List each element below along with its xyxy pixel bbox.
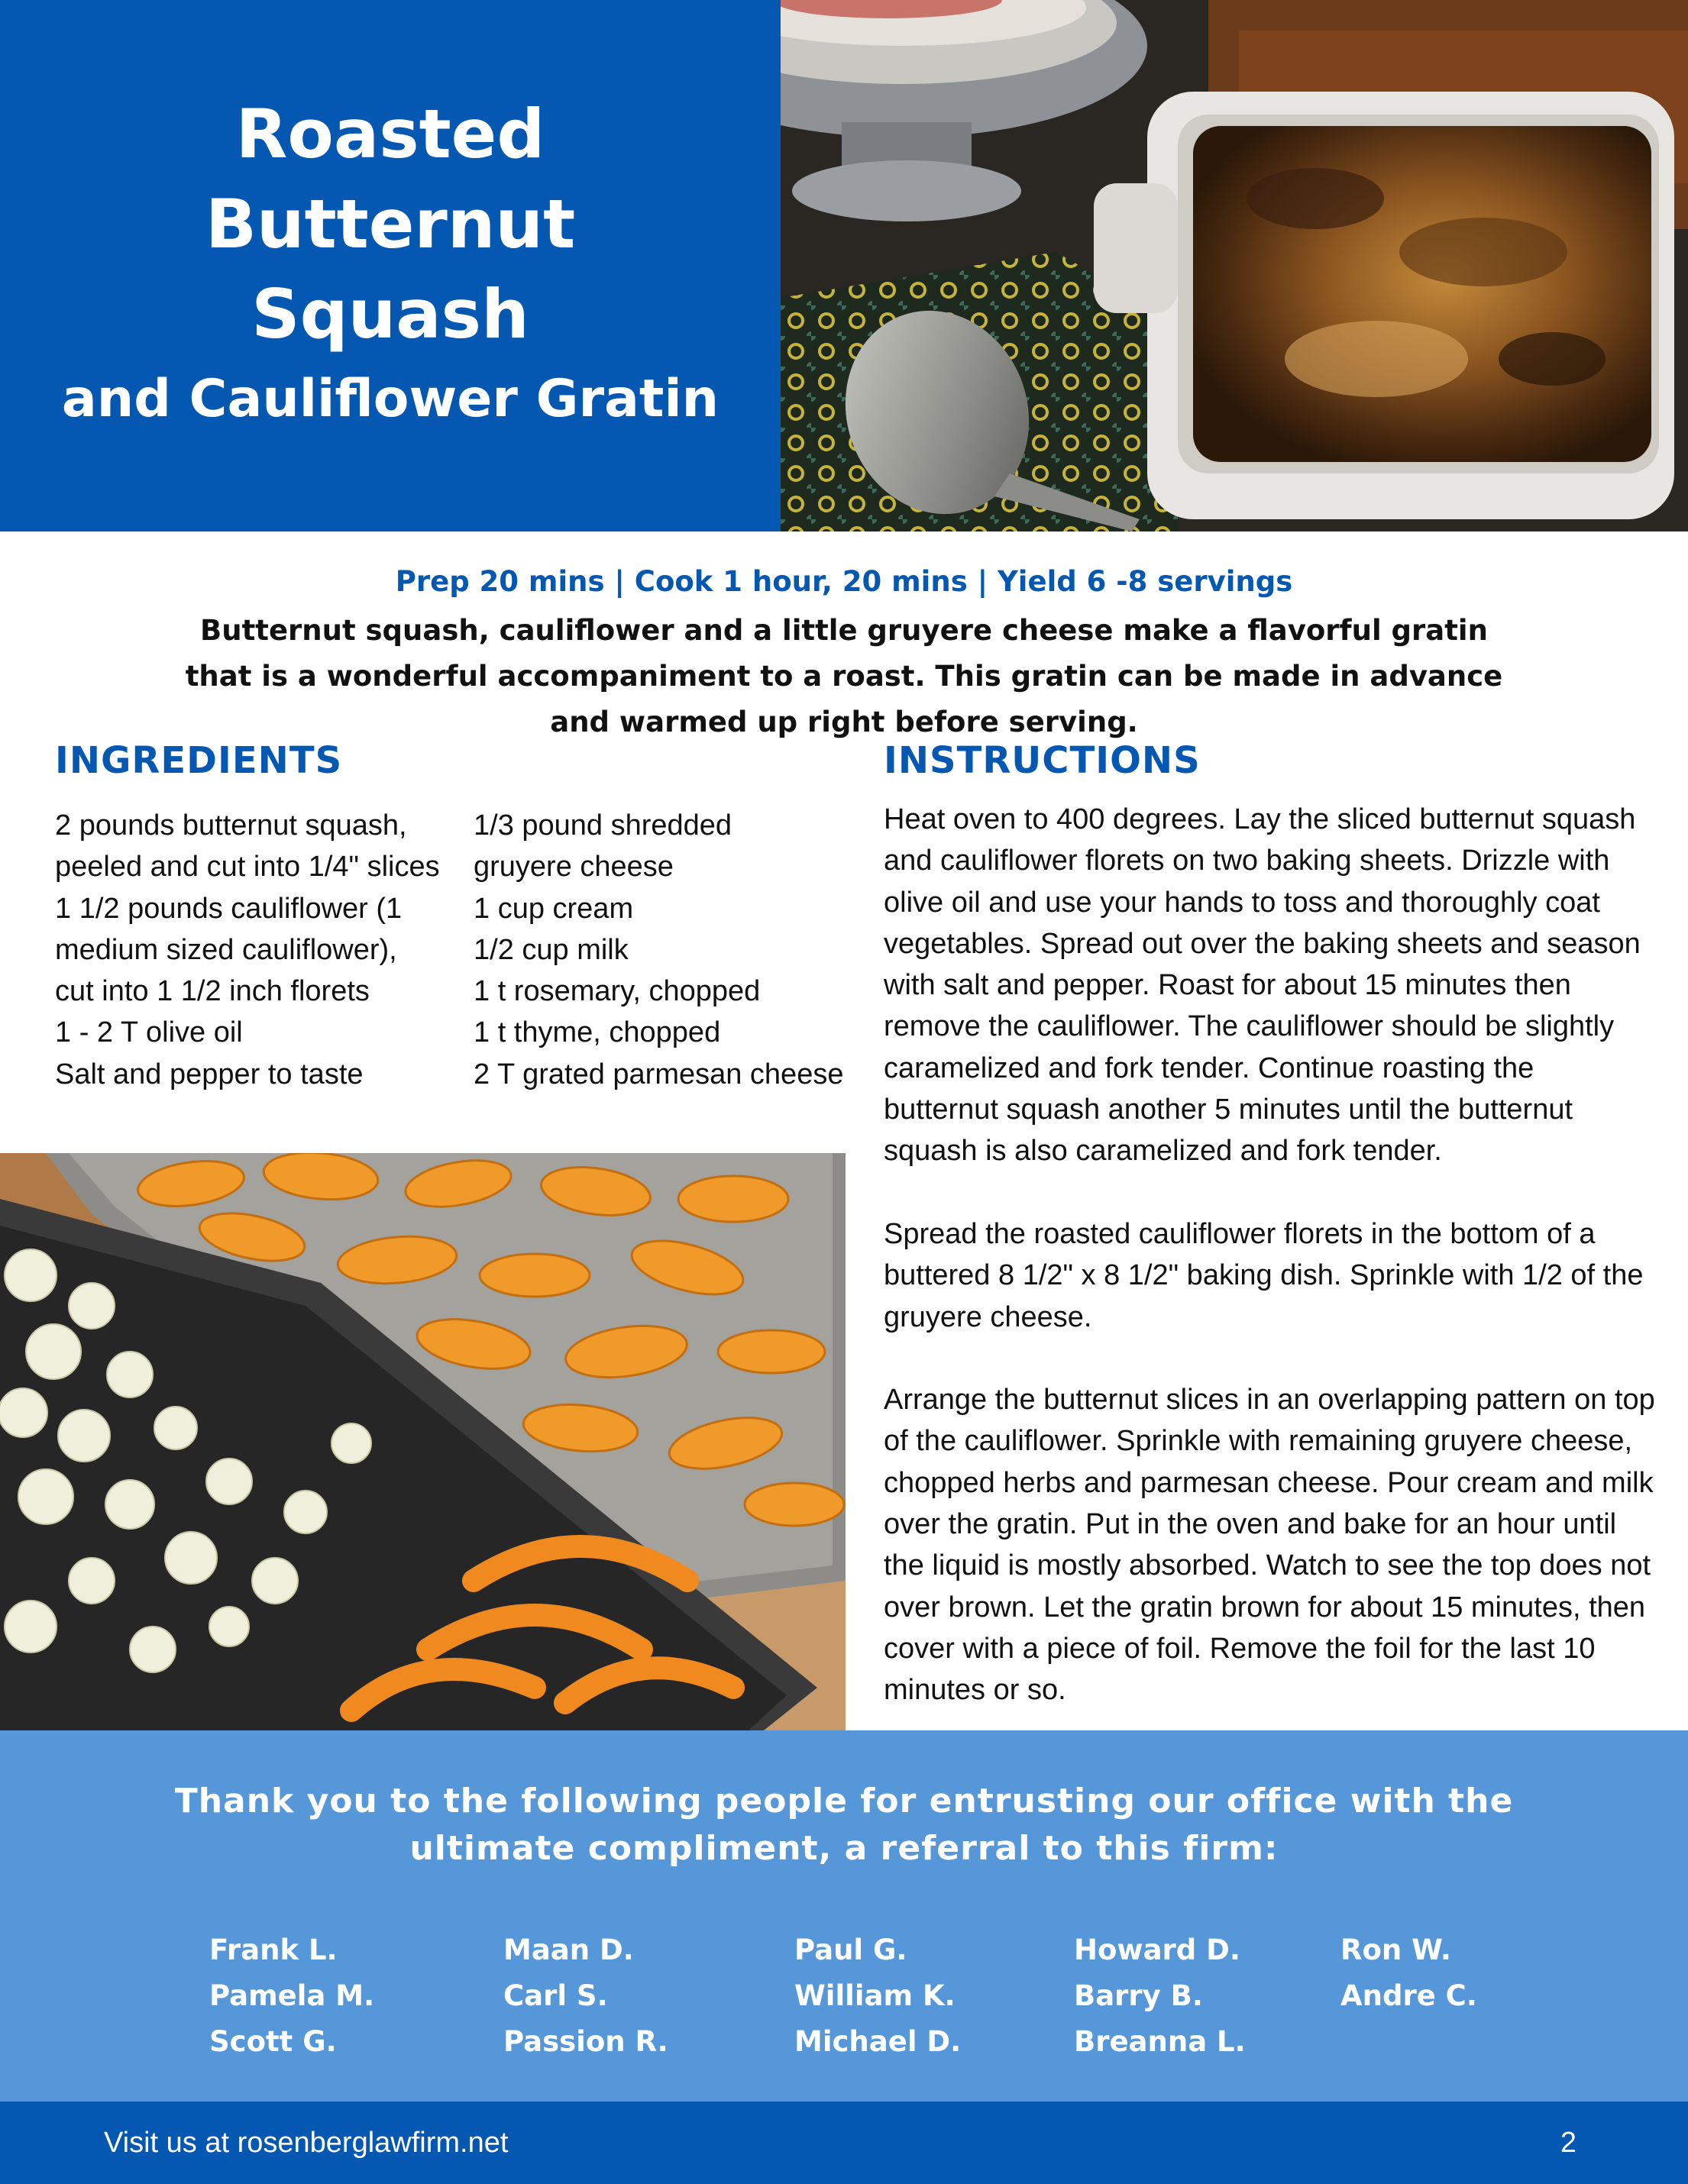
referral-names-col-1 <box>209 1927 374 2065</box>
roasting-tray-photo <box>0 1153 846 1730</box>
ingredient-line: cut into 1 1/2 inch florets <box>55 975 370 1008</box>
thanks-line: ultimate compliment, a referral to this firm: <box>409 1829 1279 1868</box>
footer-bar <box>0 2102 1688 2184</box>
ingredient-line: peeled and cut into 1/4" slices <box>55 851 440 884</box>
referral-name: Maan D. <box>503 1934 634 1966</box>
instruction-paragraph: Spread the roasted cauliflower florets in the bottom of a buttered 8 1/2" x 8 1/2" baking dish. Sprinkle with 1/2 of the gruyere cheese. <box>884 1217 1644 1333</box>
ingredient-line: Salt and pepper to taste <box>55 1058 364 1090</box>
ingredient-line: 1 cup cream <box>474 892 634 925</box>
ingredients-list-1 <box>55 805 440 1095</box>
thanks-line: Thank you to the following people for entrusting our office with the <box>174 1782 1514 1821</box>
referral-name: Andre C. <box>1340 1979 1477 2012</box>
instruction-paragraph: Arrange the butternut slices in an overlapping pattern on top of the cauliflower. Sprinkle with remaining gruyere cheese, chopped herbs and parmesan cheese. Pour cream and milk over the gratin. Put in the oven and bake for an hour until the liquid is mostly absorbed. Watch to see the top does not over brown. Let the gratin brown for about 15 minutes, then cover with a piece of foil. Remove the foil for the last 10 minutes or so. <box>884 1384 1655 1707</box>
referral-name: Scott G. <box>209 2025 337 2058</box>
thanks-heading <box>0 1778 1688 1872</box>
title-line: Roasted <box>235 95 545 173</box>
ingredient-line: 1/2 cup milk <box>474 933 629 966</box>
title-line: Butternut <box>205 185 576 263</box>
website-link[interactable]: Visit us at rosenberglawfirm.net <box>104 2127 509 2159</box>
recipe-title <box>205 89 575 360</box>
recipe-subtitle: and Cauliflower Gratin <box>61 369 720 429</box>
referral-names-col-2 <box>503 1927 668 2065</box>
ingredient-line: medium sized cauliflower), <box>55 933 397 966</box>
ingredient-line: 2 pounds butternut squash, <box>55 809 407 842</box>
referral-names-col-5 <box>1340 1927 1477 2019</box>
referral-name: Carl S. <box>503 1979 608 2012</box>
ingredient-line: 1 t rosemary, chopped <box>474 975 761 1008</box>
title-panel <box>0 0 781 531</box>
referral-name: Breanna L. <box>1074 2025 1246 2058</box>
ingredient-line: gruyere cheese <box>474 851 674 884</box>
referral-name: Michael D. <box>794 2025 962 2058</box>
instructions-heading: INSTRUCTIONS <box>884 739 1201 782</box>
referral-thanks-band <box>0 1730 1688 2102</box>
ingredients-list-2 <box>474 805 843 1095</box>
referral-name: Pamela M. <box>209 1979 375 2012</box>
referral-name: Howard D. <box>1074 1934 1240 1966</box>
gratin-photo <box>781 0 1688 531</box>
referral-name: Frank L. <box>209 1934 338 1966</box>
ingredient-line: 1 t thyme, chopped <box>474 1016 721 1049</box>
ingredient-line: 1 1/2 pounds cauliflower (1 <box>55 892 403 925</box>
ingredient-line: 1 - 2 T olive oil <box>55 1016 243 1049</box>
recipe-intro: Butternut squash, cauliflower and a little gruyere cheese make a flavorful gratin that is a wonderful accompaniment to a roast. This gratin can be made in advance and warmed up right before serving. <box>185 614 1503 738</box>
ingredient-line: 1/3 pound shredded <box>474 809 732 842</box>
referral-name: William K. <box>794 1979 956 2012</box>
title-line: Squash <box>251 275 529 354</box>
instructions-text <box>884 799 1655 1753</box>
ingredient-line: 2 T grated parmesan cheese <box>474 1058 844 1090</box>
referral-name: Passion R. <box>503 2025 668 2058</box>
instruction-paragraph: Heat oven to 400 degrees. Lay the sliced butternut squash and cauliflower florets on two baking sheets. Drizzle with olive oil and use your hands to toss and thoroughly coat vegetables. Spread out over the baking sheets and season with salt and pepper. Roast for about 15 minutes then remove the cauliflower. The cauliflower should be slightly caramelized and fork tender. Continue roasting the butternut squash another 5 minutes until the butternut squash is also caramelized and fork tender. <box>884 803 1641 1168</box>
page-number: 2 <box>1560 2127 1576 2159</box>
ingredients-heading: INGREDIENTS <box>55 739 343 782</box>
recipe-meta: Prep 20 mins | Cook 1 hour, 20 mins | Yield 6 -8 servings <box>395 565 1293 598</box>
referral-name: Barry B. <box>1074 1979 1203 2012</box>
referral-names-col-4 <box>1074 1927 1246 2065</box>
referral-names-col-3 <box>794 1927 961 2065</box>
referral-name: Paul G. <box>794 1934 907 1966</box>
referral-name: Ron W. <box>1340 1934 1451 1966</box>
